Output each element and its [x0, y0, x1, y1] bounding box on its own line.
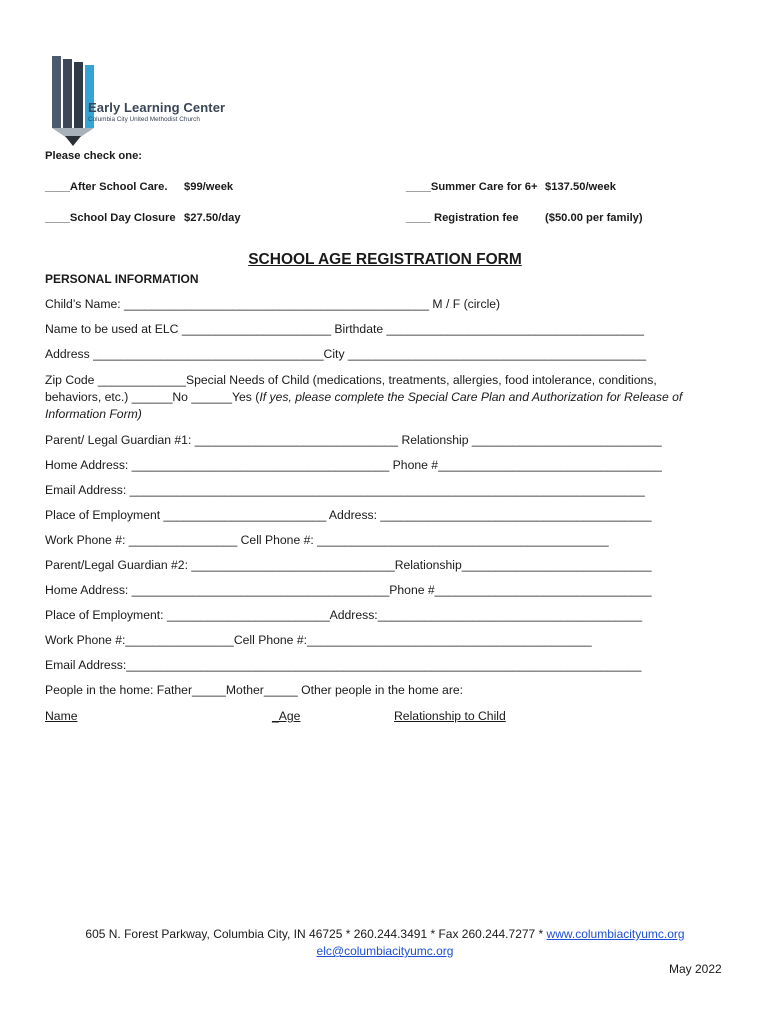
- option-summer-care[interactable]: ____Summer Care for 6+: [406, 181, 538, 193]
- logo-subtitle: Columbia City United Methodist Church: [88, 116, 200, 123]
- email2-field[interactable]: Email Address:____________________________________________________________________________: [45, 658, 642, 672]
- special-needs-yes-no-text: behaviors, etc.) ______No ______Yes (: [45, 390, 260, 404]
- address-field[interactable]: Address __________________________________City ____________________________________________: [45, 347, 647, 361]
- option-summer-care-price: $137.50/week: [545, 181, 616, 193]
- special-care-plan-note: If yes, please complete the Special Care Plan and Authorization for Release of: [259, 390, 683, 404]
- footer-address: 605 N. Forest Parkway, Columbia City, IN 46725 * 260.244.3491 * Fax 260.244.7277 *: [85, 927, 547, 941]
- option-registration-fee[interactable]: ____ Registration fee: [406, 212, 519, 224]
- guardian2-field[interactable]: Parent/Legal Guardian #2: ______________________________Relationship____________________________: [45, 558, 652, 572]
- option-after-school[interactable]: ____After School Care.: [45, 181, 168, 193]
- section-heading: PERSONAL INFORMATION: [45, 272, 199, 286]
- name-elc-field[interactable]: Name to be used at ELC ______________________ Birthdate ______________________________________: [45, 322, 645, 336]
- logo-text: [88, 100, 225, 123]
- footer-contact: [0, 927, 770, 941]
- employment2-field[interactable]: Place of Employment: ________________________Address:_______________________________________: [45, 608, 643, 622]
- website-link[interactable]: www.columbiacityumc.org: [546, 927, 685, 941]
- check-one-label: Please check one:: [45, 150, 143, 162]
- work-phone1-field[interactable]: Work Phone #: ________________ Cell Phone #: ___________________________________________: [45, 533, 609, 547]
- column-age: _Age: [272, 709, 301, 723]
- option-school-day-closure[interactable]: ____School Day Closure: [45, 212, 176, 224]
- employment1-field[interactable]: Place of Employment ________________________ Address: ________________________________________: [45, 508, 652, 522]
- option-registration-fee-price: ($50.00 per family): [545, 212, 643, 224]
- form-title: SCHOOL AGE REGISTRATION FORM: [248, 251, 522, 268]
- column-name: Name: [45, 709, 78, 723]
- childs-name-field[interactable]: Child’s Name: _____________________________________________ M / F (circle): [45, 297, 501, 311]
- column-relationship: Relationship to Child: [394, 709, 506, 723]
- home-address1-field[interactable]: Home Address: ______________________________________ Phone #_________________________________: [45, 458, 662, 472]
- email1-field[interactable]: Email Address: ____________________________________________________________________________: [45, 483, 645, 497]
- logo-title: Early Learning Center: [88, 100, 226, 115]
- guardian1-field[interactable]: Parent/ Legal Guardian #1: ______________________________ Relationship ____________________________: [45, 433, 662, 447]
- home-address2-field[interactable]: Home Address: ______________________________________Phone #________________________________: [45, 583, 652, 597]
- special-needs-yes-no[interactable]: [45, 390, 682, 404]
- people-in-home-field[interactable]: People in the home: Father_____Mother_____ Other people in the home are:: [45, 683, 464, 697]
- special-needs-field[interactable]: Zip Code _____________Special Needs of Child (medications, treatments, allergies, food intolerance, conditions,: [45, 373, 657, 387]
- footer-email-row: [0, 944, 770, 958]
- option-after-school-price: $99/week: [184, 181, 234, 193]
- form-date: May 2022: [669, 962, 722, 976]
- option-school-day-closure-price: $27.50/day: [184, 212, 241, 224]
- special-care-plan-note-end: Information Form): [45, 407, 142, 421]
- email-link[interactable]: elc@columbiacityumc.org: [316, 944, 454, 958]
- work-phone2-field[interactable]: Work Phone #:________________Cell Phone #:__________________________________________: [45, 633, 592, 647]
